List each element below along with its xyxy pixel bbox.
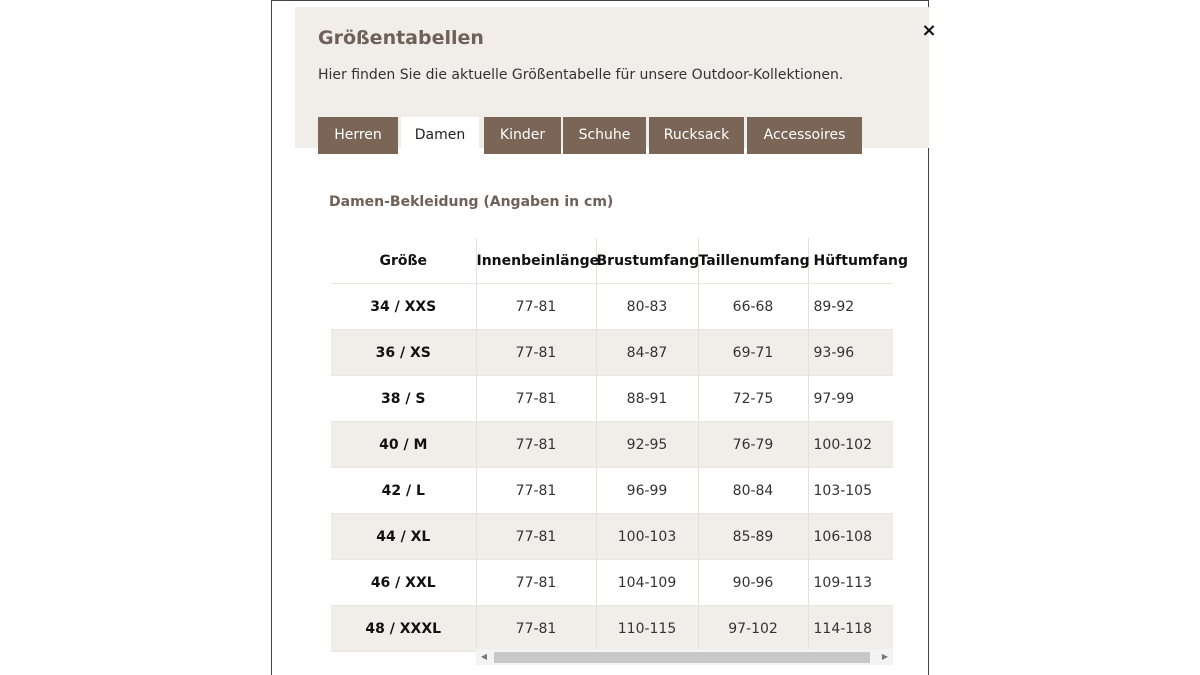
table-cell: 85-89 (698, 514, 808, 560)
table-header-row (331, 238, 893, 284)
table-cell: 38 / S (331, 376, 476, 422)
scrollbar-thumb[interactable] (494, 652, 870, 663)
table-cell: 77-81 (476, 284, 596, 330)
table-cell: 104-109 (596, 560, 698, 606)
size-chart-modal (271, 0, 937, 675)
table-cell: 97-102 (698, 606, 808, 652)
table-cell: 88-91 (596, 376, 698, 422)
scroll-left-icon[interactable]: ◀ (480, 652, 488, 661)
table-cell: 36 / XS (331, 330, 476, 376)
table-cell: 44 / XL (331, 514, 476, 560)
table-cell: 92-95 (596, 422, 698, 468)
table-cell: 77-81 (476, 560, 596, 606)
size-table-container[interactable] (331, 238, 909, 648)
tab-damen[interactable]: Damen (401, 117, 479, 154)
table-cell: 114-118 (808, 606, 893, 652)
table-row (331, 284, 893, 330)
table-row (331, 376, 893, 422)
table-cell: 109-113 (808, 560, 893, 606)
table-cell: 93-96 (808, 330, 893, 376)
table-cell: 106-108 (808, 514, 893, 560)
modal-intro-text: Hier finden Sie die aktuelle Größentabelle für unsere Outdoor-Kollektionen. (318, 67, 844, 83)
tab-rucksack[interactable]: Rucksack (649, 117, 744, 154)
table-cell: 77-81 (476, 376, 596, 422)
table-cell: 42 / L (331, 468, 476, 514)
table-cell: 89-92 (808, 284, 893, 330)
table-cell: 100-103 (596, 514, 698, 560)
header-taillenumfang: Taillenumfang (698, 238, 808, 284)
table-row (331, 560, 893, 606)
table-cell: 77-81 (476, 468, 596, 514)
tab-schuhe[interactable]: Schuhe (563, 117, 646, 154)
table-cell: 84-87 (596, 330, 698, 376)
header-innenbeinlaenge: Innenbeinlänge (476, 238, 596, 284)
tab-kinder[interactable]: Kinder (484, 117, 561, 154)
table-row (331, 514, 893, 560)
modal-title: Größentabellen (318, 27, 484, 49)
table-cell: 96-99 (596, 468, 698, 514)
table-cell: 77-81 (476, 606, 596, 652)
tab-accessoires[interactable]: Accessoires (747, 117, 862, 154)
header-groesse: Größe (331, 238, 476, 284)
table-cell: 40 / M (331, 422, 476, 468)
table-cell: 77-81 (476, 330, 596, 376)
table-cell: 110-115 (596, 606, 698, 652)
table-row (331, 468, 893, 514)
table-row (331, 330, 893, 376)
scroll-right-icon[interactable]: ▶ (881, 652, 889, 661)
modal-header (295, 7, 937, 148)
table-row (331, 606, 893, 652)
header-brustumfang: Brustumfang (596, 238, 698, 284)
tab-herren[interactable]: Herren (318, 117, 398, 154)
table-cell: 76-79 (698, 422, 808, 468)
table-cell: 34 / XXS (331, 284, 476, 330)
table-cell: 97-99 (808, 376, 893, 422)
table-cell: 100-102 (808, 422, 893, 468)
table-cell: 103-105 (808, 468, 893, 514)
table-cell: 90-96 (698, 560, 808, 606)
horizontal-scrollbar[interactable] (476, 649, 893, 665)
close-icon[interactable]: × (921, 20, 937, 41)
table-cell: 77-81 (476, 514, 596, 560)
table-cell: 72-75 (698, 376, 808, 422)
table-cell: 80-83 (596, 284, 698, 330)
table-cell: 66-68 (698, 284, 808, 330)
table-cell: 46 / XXL (331, 560, 476, 606)
header-hueftumfang: Hüftumfang (808, 238, 893, 284)
table-cell: 80-84 (698, 468, 808, 514)
size-table (331, 238, 909, 652)
section-title: Damen-Bekleidung (Angaben in cm) (329, 194, 614, 210)
table-cell: 77-81 (476, 422, 596, 468)
table-cell: 69-71 (698, 330, 808, 376)
table-row (331, 422, 893, 468)
table-cell: 48 / XXXL (331, 606, 476, 652)
